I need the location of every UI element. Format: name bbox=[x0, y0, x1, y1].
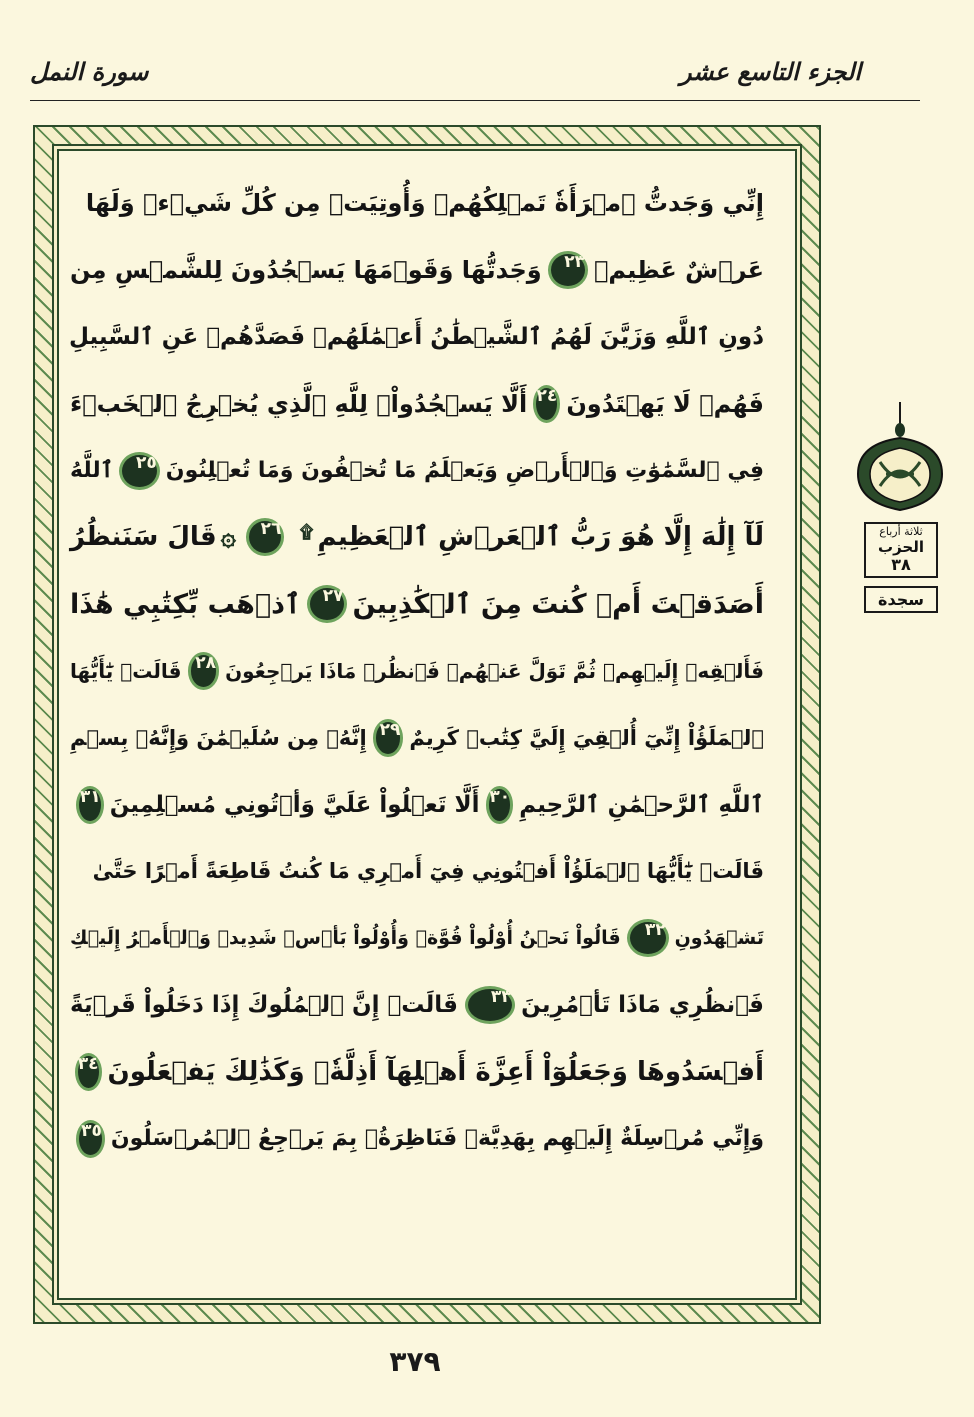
ayah-number-marker: ٢٣ bbox=[548, 251, 588, 289]
verse-text: قَالَتۡ إِنَّ ٱلۡمُلُوكَ إِذَا دَخَلُواْ قَرۡيَةً bbox=[70, 991, 458, 1018]
verse-text: فَأَلۡقِهۡ إِلَيۡهِمۡ ثُمَّ تَوَلَّ عَنۡهُمۡ فَٱنظُرۡ مَاذَا يَرۡجِعُونَ bbox=[225, 658, 764, 683]
verse-line bbox=[70, 237, 764, 304]
verse-text: أَلَّا تَعۡلُواْ عَلَيَّ وَأۡتُونِي مُسۡلِمِينَ bbox=[109, 791, 480, 818]
ayah-number-marker: ٢٧ bbox=[307, 585, 347, 623]
ayah-number-marker: ٢٤ bbox=[533, 385, 560, 423]
verse-text: قَالَتۡ يَٰٓأَيُّهَا bbox=[70, 658, 182, 683]
verse-line bbox=[70, 304, 764, 371]
header-divider bbox=[30, 100, 920, 101]
verse-text: ٱللَّهِ ٱلرَّحۡمَٰنِ ٱلرَّحِيمِ bbox=[519, 791, 764, 818]
ayah-number-marker: ٣٠ bbox=[486, 786, 514, 824]
verse-line bbox=[70, 638, 764, 705]
verse-line bbox=[70, 838, 764, 905]
page-number: ٣٧٩ bbox=[389, 1345, 441, 1378]
ayah-number-marker: ٣١ bbox=[76, 786, 104, 824]
verse-line bbox=[70, 571, 764, 638]
ayah-number-marker: ٣٤ bbox=[75, 1053, 102, 1091]
hizb-ornament-icon bbox=[852, 402, 948, 512]
verse-line bbox=[70, 1105, 764, 1172]
sajda-label: سجدة bbox=[864, 586, 938, 613]
hizb-rub-text: ثلاثة أرباع bbox=[879, 525, 923, 538]
verse-line bbox=[70, 905, 764, 972]
verse-line bbox=[70, 504, 764, 571]
juz-title: الجزء التاسع عشر bbox=[680, 58, 862, 86]
verse-line bbox=[70, 1038, 764, 1105]
hizb-number: ٣٨ bbox=[891, 554, 911, 574]
ayah-number-marker: ٢٥ bbox=[119, 452, 159, 490]
ayah-number-marker: ٣٥ bbox=[76, 1120, 105, 1158]
ayah-number-marker: ٣٣ bbox=[465, 986, 515, 1024]
hizb-label-box bbox=[864, 522, 938, 578]
ayah-number-marker: ٢٦ bbox=[246, 518, 284, 556]
verse-text: وَإِنِّي مُرۡسِلَةٌ إِلَيۡهِم بِهَدِيَّةٖ فَنَاظِرَةُۢ بِمَ يَرۡجِعُ ٱلۡمُرۡسَلُونَ bbox=[110, 1126, 764, 1152]
verse-line bbox=[70, 170, 764, 237]
verse-text: فَهُمۡ لَا يَهۡتَدُونَ bbox=[566, 389, 764, 418]
verse-text: قَالُواْ نَحۡنُ أُوْلُواْ قُوَّةٖ وَأُوْلُواْ بَأۡسٖ شَدِيدٖ وَٱلۡأَمۡرُ إِلَيۡكِ bbox=[70, 927, 621, 950]
verse-text: أَلَّا يَسۡجُدُواْۤ لِلَّهِ ٱلَّذِي يُخۡرِجُ ٱلۡخَبۡءَ bbox=[70, 389, 528, 418]
verse-text: أَصَدَقۡتَ أَمۡ كُنتَ مِنَ ٱلۡكَٰذِبِينَ bbox=[352, 588, 764, 620]
ayah-number-marker: ٢٩ bbox=[373, 719, 404, 757]
verse-text: ٱذۡهَب بِّكِتَٰبِي هَٰذَا bbox=[70, 588, 301, 620]
ayah-number-marker: ٣٢ bbox=[627, 919, 669, 957]
hizb-label: الحزب bbox=[878, 537, 924, 556]
verse-text: ٱللَّهُ bbox=[70, 458, 114, 484]
surah-title: سورة النمل bbox=[30, 58, 149, 86]
verse-text: دُونِ ٱللَّهِ وَزَيَّنَ لَهُمُ ٱلشَّيۡطَٰنُ أَعۡمَٰلَهُمۡ فَصَدَّهُمۡ عَنِ ٱلسَّبِيلِ bbox=[68, 323, 764, 350]
sajda-icon: ۩ bbox=[299, 522, 314, 544]
verse-text: قَالَ سَنَنظُرُ bbox=[70, 522, 217, 553]
ayah-number-marker: ٢٨ bbox=[188, 652, 220, 690]
verse-text: أَفۡسَدُوهَا وَجَعَلُوٓاْ أَعِزَّةَ أَهۡلِهَآ أَذِلَّةٗۚ وَكَذَٰلِكَ يَفۡعَلُونَ bbox=[107, 1056, 764, 1087]
verse-text: قَالَتۡ يَٰٓأَيُّهَا ٱلۡمَلَؤُاْ أَفۡتُونِي فِيٓ أَمۡرِي مَا كُنتُ قَاطِعَةً أَمۡرًا حَتَّىٰ bbox=[92, 859, 764, 884]
verse-text: تَشۡهَدُونِ bbox=[674, 927, 764, 950]
rub-el-hizb-icon: ۞ bbox=[220, 522, 236, 553]
verse-block bbox=[70, 170, 764, 1172]
verse-text: ٱلۡمَلَؤُاْ إِنِّيٓ أُلۡقِيَ إِلَيَّ كِتَٰبٞ كَرِيمٌ bbox=[409, 725, 764, 750]
hizb-marker bbox=[852, 402, 948, 613]
verse-line bbox=[70, 704, 764, 771]
verse-text: وَجَدتُّهَا وَقَوۡمَهَا يَسۡجُدُونَ لِلشَّمۡسِ مِن bbox=[70, 256, 542, 285]
verse-text: فَٱنظُرِي مَاذَا تَأۡمُرِينَ bbox=[521, 991, 764, 1018]
verse-line bbox=[70, 437, 764, 504]
verse-text: عَرۡشٌ عَظِيمٞ bbox=[594, 256, 764, 285]
verse-line bbox=[70, 771, 764, 838]
verse-text: فِي ٱلسَّمَٰوَٰتِ وَٱلۡأَرۡضِ وَيَعۡلَمُ مَا تُخۡفُونَ وَمَا تُعۡلِنُونَ bbox=[165, 458, 764, 484]
verse-text: إِنِّي وَجَدتُّ ٱمۡرَأَةٗ تَمۡلِكُهُمۡ وَأُوتِيَتۡ مِن كُلِّ شَيۡءٖ وَلَهَا bbox=[85, 189, 764, 218]
verse-line bbox=[70, 370, 764, 437]
verse-text: إِنَّهُۥ مِن سُلَيۡمَٰنَ وَإِنَّهُۥ بِسۡمِ bbox=[70, 725, 367, 750]
verse-line bbox=[70, 972, 764, 1039]
verse-text: لَآ إِلَٰهَ إِلَّا هُوَ رَبُّ ٱلۡعَرۡشِ ٱلۡعَظِيمِ bbox=[317, 522, 764, 553]
